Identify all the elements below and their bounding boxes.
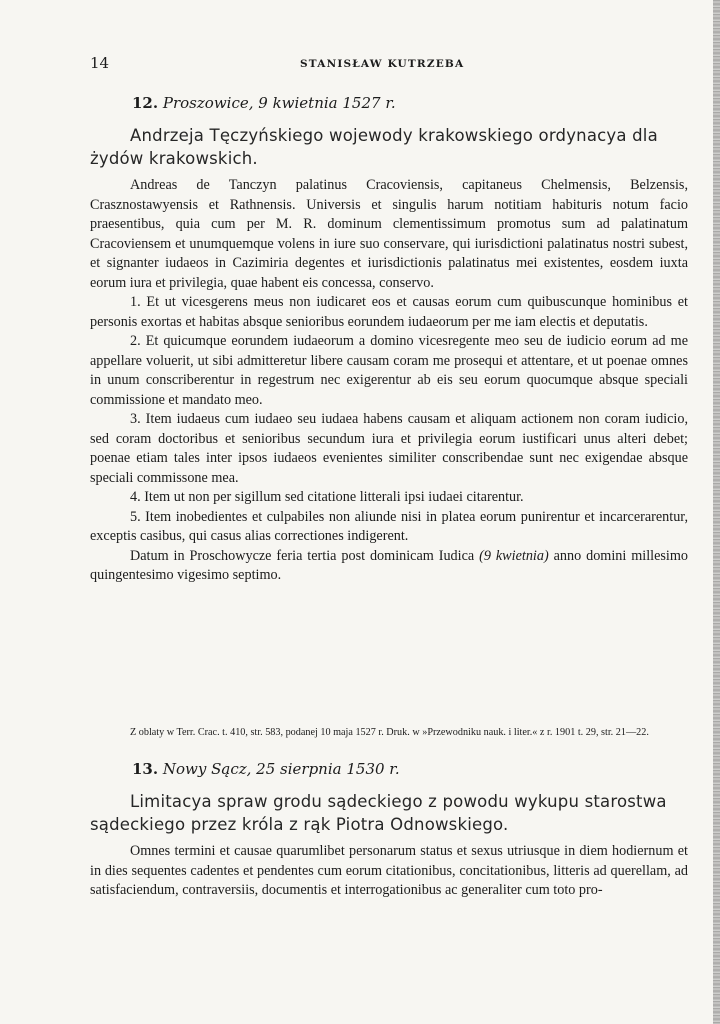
doc12-body xyxy=(90,176,688,586)
doc13-body xyxy=(90,842,688,901)
doc12-dating-gloss: (9 kwietnia) xyxy=(479,547,549,564)
page-edge-shadow xyxy=(713,0,720,1024)
doc13-number: 13. xyxy=(132,760,159,778)
doc13-regest: Limitacya spraw grodu sądeckiego z powodu wykupu starostwa sądeckiego przez króla z rąk Piotra Odnowskiego. xyxy=(90,792,667,834)
doc12-paragraph: Andreas de Tanczyn palatinus Cracoviensis, capitaneus Chelmensis, Belzensis, Crasznostawyensis et Rathnensis. Universis et singulis harum notitiam habituris notum facio praesentibus, quia cum per M. R. dominum clementissimum promotus sum ad palatinatum Cracoviensem et unumquemque volens in iure suo conservare, qui iurisdictioni palatinatus nostri subest, et signanter iudaeos in Cazimiria degentes et iurisdictionis palatinatus mei existentes, eosdem iuxta eorum iura et privilegia, quae habent eis concessa, conservo. xyxy=(90,177,688,291)
running-head: STANISŁAW KUTRZEBA xyxy=(300,58,465,70)
doc13-paragraph: Omnes termini et causae quarumlibet personarum status et sexus utriusque in diem hodiernum et in dies sequentes cadentes et pendentes cum eorum citationibus, concitationibus, litteris ad querellam, ad satisfaciendum, contraversiis, documentis et interrogationibus ac generaliter cum toto pro- xyxy=(90,843,688,898)
doc12-dating-text: Datum in Proschowycze feria tertia post dominicam Iudica xyxy=(130,547,475,564)
doc12-heading xyxy=(132,94,396,112)
doc12-dating-text-end: anno domini millesimo quingentesimo vigesimo septimo. xyxy=(90,547,689,583)
doc12-paragraph: 4. Item ut non per sigillum sed citatione litterali ipsi iudaei citarentur. xyxy=(130,489,524,505)
page-number: 14 xyxy=(90,54,110,72)
doc13-heading xyxy=(132,760,400,778)
doc12-footnote xyxy=(90,726,688,740)
doc13-place-date: Nowy Sącz, 25 sierpnia 1530 r. xyxy=(162,760,400,778)
doc12-paragraph: 1. Et ut vicesgerens meus non iudicaret eos et causas eorum cum quibuscunque hominibus et personis exortas et habitas absque senioribus eorundem iudaeorum per me iam electis et deputatis. xyxy=(90,294,688,330)
doc12-paragraph: 2. Et quicumque eorundem iudaeorum a domino vicesregente meo seu de iudicio eorum ad me appellare voluerit, ut sibi admitteretur libere causam coram me prosequi et attentare, et ut poenae omnes in unum conscriberentur in regestrum nec exigerentur ab eis seu eorum quocumque absque speciali commissione et mandato meo. xyxy=(90,333,688,408)
doc12-dating xyxy=(90,547,688,586)
doc12-regest: Andrzeja Tęczyńskiego wojewody krakowskiego ordynacya dla żydów krakowskich. xyxy=(90,126,658,168)
doc12-paragraph: 3. Item iudaeus cum iudaeo seu iudaea habens causam et aliquam actionem non coram iudicio, sed coram doctoribus et senioribus secundum iura et privilegia eorum iustificari unus alteri debet; poenae etiam tales inter ipsos iudaeos evenientes similiter conscribendae sunt nec exigendae absque speciali commissone mea. xyxy=(90,411,688,486)
doc12-paragraph: 5. Item inobedientes et culpabiles non aliunde nisi in platea eorum punirentur et incarcerarentur, exceptis casibus, qui casus alias correctiones indigerent. xyxy=(90,508,688,544)
doc12-footnote-text: Z oblaty w Terr. Crac. t. 410, str. 583, podanej 10 maja 1527 r. Druk. w »Przewodniku nauk. i liter.« z r. 1901 t. 29, str. 21—22. xyxy=(130,727,649,738)
doc12-place-date: Proszowice, 9 kwietnia 1527 r. xyxy=(162,94,396,112)
doc12-number: 12. xyxy=(132,94,159,112)
